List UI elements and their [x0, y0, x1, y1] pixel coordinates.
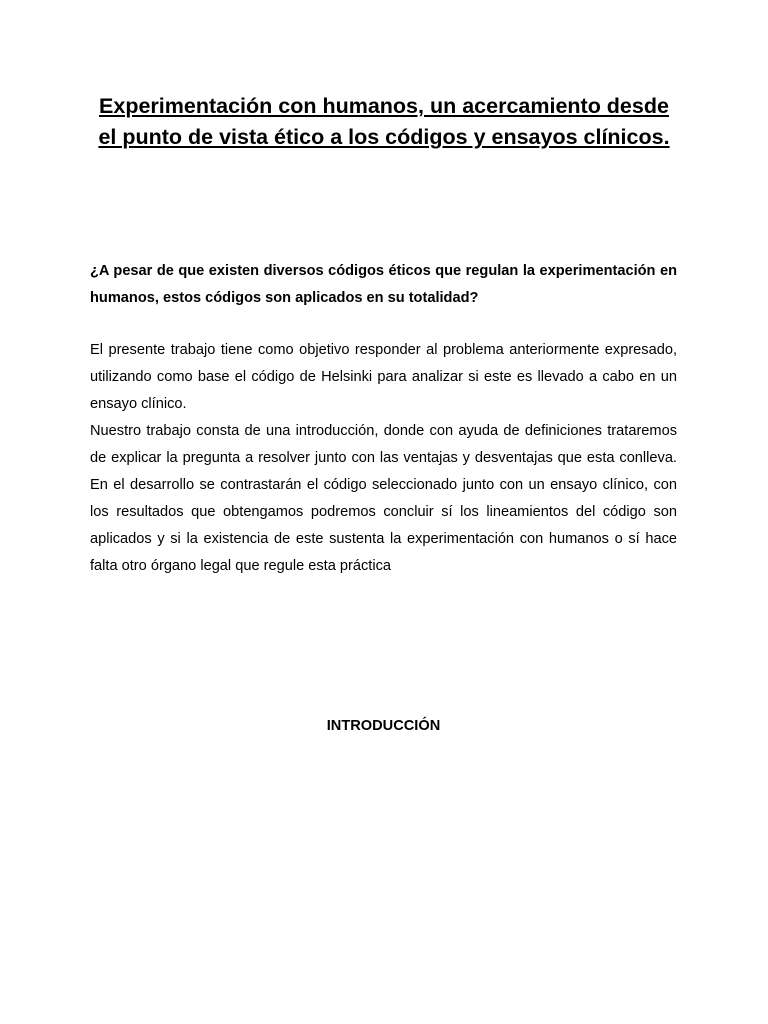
body-paragraph-objective: El presente trabajo tiene como objetivo responder al problema anteriormente expresado, utilizando como base el código de Helsinki para analizar si este es llevado a cabo en un ensayo clínico. [90, 342, 677, 412]
section-heading-introduccion: INTRODUCCIÓN [326, 718, 441, 734]
body-paragraph-structure: Nuestro trabajo consta de una introducción, donde con ayuda de definiciones trataremos de explicar la pregunta a resolver junto con las ventajas y desventajas que esta conlleva. En el desarrollo se contrastarán el código seleccionado junto con un ensayo clínico, con los resultados que obtengamos podremos concluir sí los lineamientos del código son aplicados y si la existencia de este sustenta la experimentación con humanos o sí hace falta otro órgano legal que regule esta práctica [90, 423, 677, 574]
document-title: Experimentación con humanos, un acercamiento desde el punto de vista ético a los códigos y ensayos clínicos. [98, 94, 670, 149]
research-question: ¿A pesar de que existen diversos códigos éticos que regulan la experimentación en humanos, estos códigos son aplicados en su totalidad? [90, 263, 677, 306]
